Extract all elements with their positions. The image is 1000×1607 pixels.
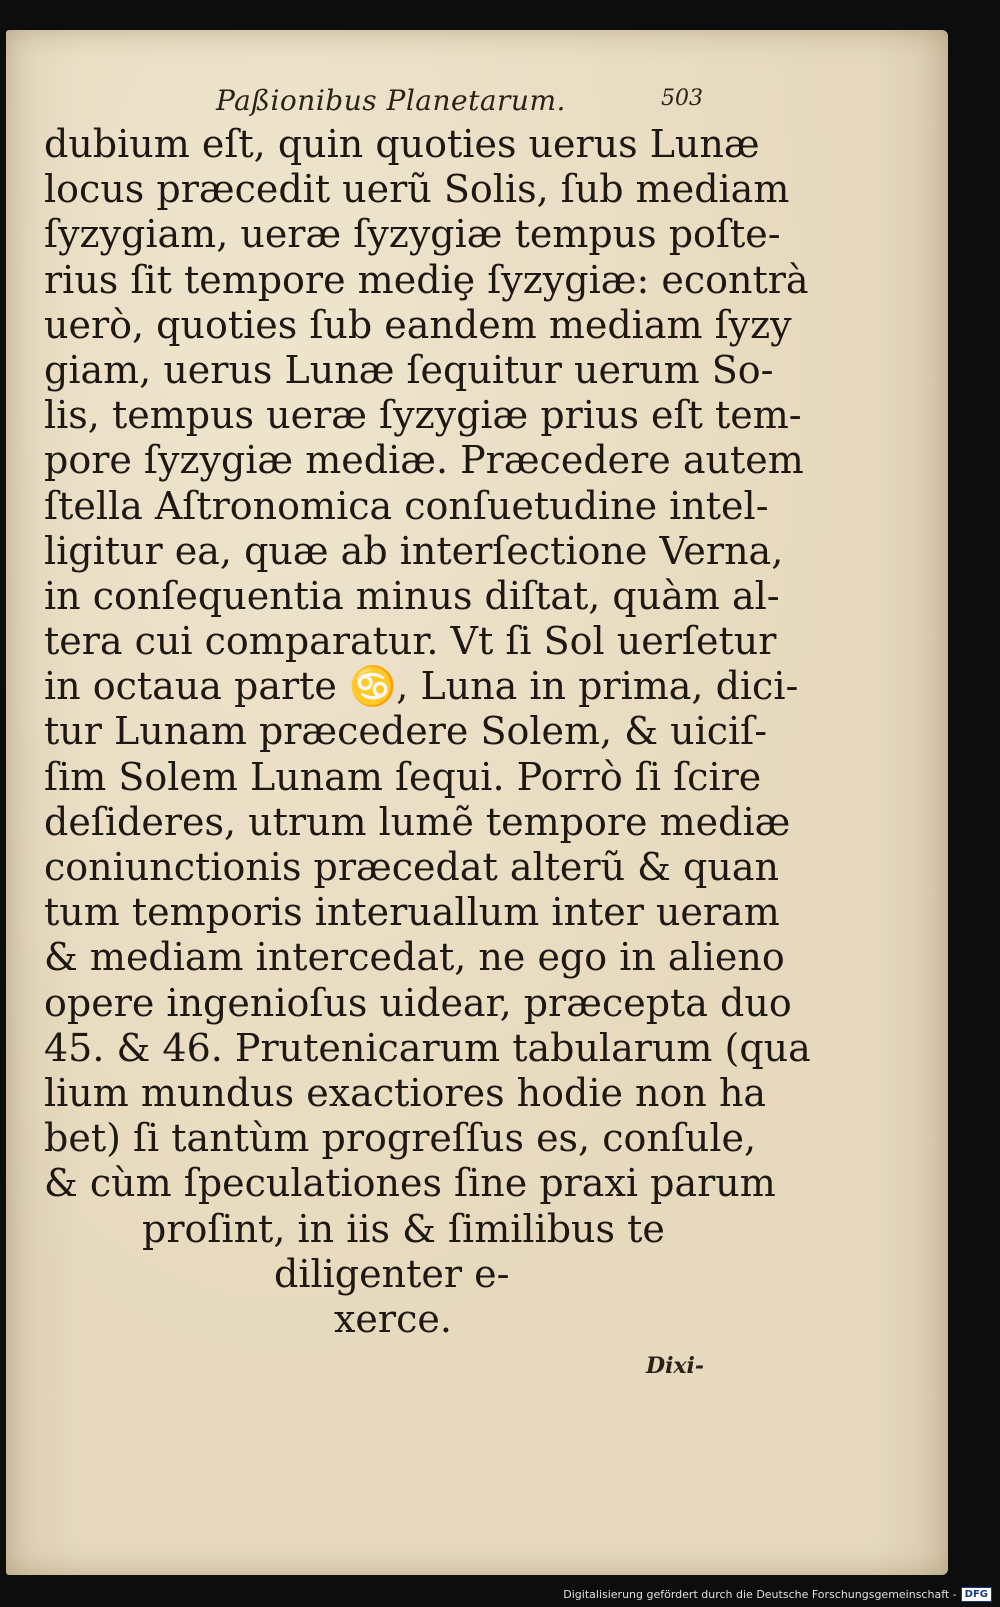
text-line: & mediam intercedat, ne ego in alieno <box>44 935 785 980</box>
text-line: in octaua parte ♋, Luna in prima, dici- <box>44 664 799 709</box>
catchword: Dixi- <box>646 1353 705 1379</box>
text-line: uerò, quoties ſub eandem mediam ſyzy <box>44 302 792 347</box>
text-line-centered: proſint, in iis & ſimilibus te <box>142 1206 665 1251</box>
text-line: lium mundus exactiores hodie non ha <box>44 1070 767 1115</box>
text-line: pore ſyzygiæ mediæ. Præcedere autem <box>44 438 804 483</box>
text-line: ſtella Aſtronomica conſuetudine intel- <box>44 483 769 528</box>
text-line: tur Lunam præcedere Solem, & uiciſ- <box>44 709 768 754</box>
page-number: 503 <box>661 86 703 111</box>
text-line: coniunctionis præcedat alterũ & quan <box>44 845 779 889</box>
running-head <box>6 74 948 124</box>
text-line: rius ſit tempore mediȩ ſyzygiæ: econtrà <box>44 257 809 302</box>
text-line: locus præcedit uerũ Solis, ſub mediam <box>44 167 790 212</box>
text-line: 45. & 46. Prutenicarum tabularum (qua <box>44 1025 811 1070</box>
text-line-centered: xerce. <box>334 1296 452 1341</box>
text-line: deſideres, utrum lumẽ tempore mediæ <box>44 799 791 844</box>
body-text <box>44 122 811 1342</box>
text-line: in conſequentia minus diſtat, quàm al- <box>44 573 780 618</box>
running-title: Paßionibus Planetarum. <box>216 84 566 117</box>
text-line: giam, uerus Lunæ ſequitur uerum So- <box>44 347 774 392</box>
text-line: dubium eſt, quin quoties uerus Lunæ <box>44 122 760 166</box>
book-page <box>6 30 948 1575</box>
text-line: & cùm ſpeculationes ſine praxi parum <box>44 1161 776 1206</box>
text-line: tera cui comparatur. Vt ſi Sol uerſetur <box>44 619 777 664</box>
text-line: opere ingenioſus uidear, præcepta duo <box>44 980 792 1025</box>
digitization-footer <box>563 1585 992 1603</box>
text-line: ligitur ea, quæ ab interſectione Verna, <box>44 528 784 573</box>
text-line: lis, tempus ueræ ſyzygiæ prius eſt tem- <box>44 393 802 438</box>
text-line-centered: diligenter e- <box>274 1251 510 1296</box>
text-line: bet) ſi tantùm progreſſus es, conſule, <box>44 1116 757 1161</box>
text-line: ſyzygiam, ueræ ſyzygiæ tempus poſte- <box>44 212 781 257</box>
dfg-logo: DFG <box>961 1587 992 1602</box>
text-line: ſim Solem Lunam ſequi. Porrò ſi ſcire <box>44 754 762 799</box>
text-line: tum temporis interuallum inter ueram <box>44 890 780 935</box>
footer-text: Digitalisierung gefördert durch die Deutsche Forschungsgemeinschaft - <box>563 1587 957 1601</box>
